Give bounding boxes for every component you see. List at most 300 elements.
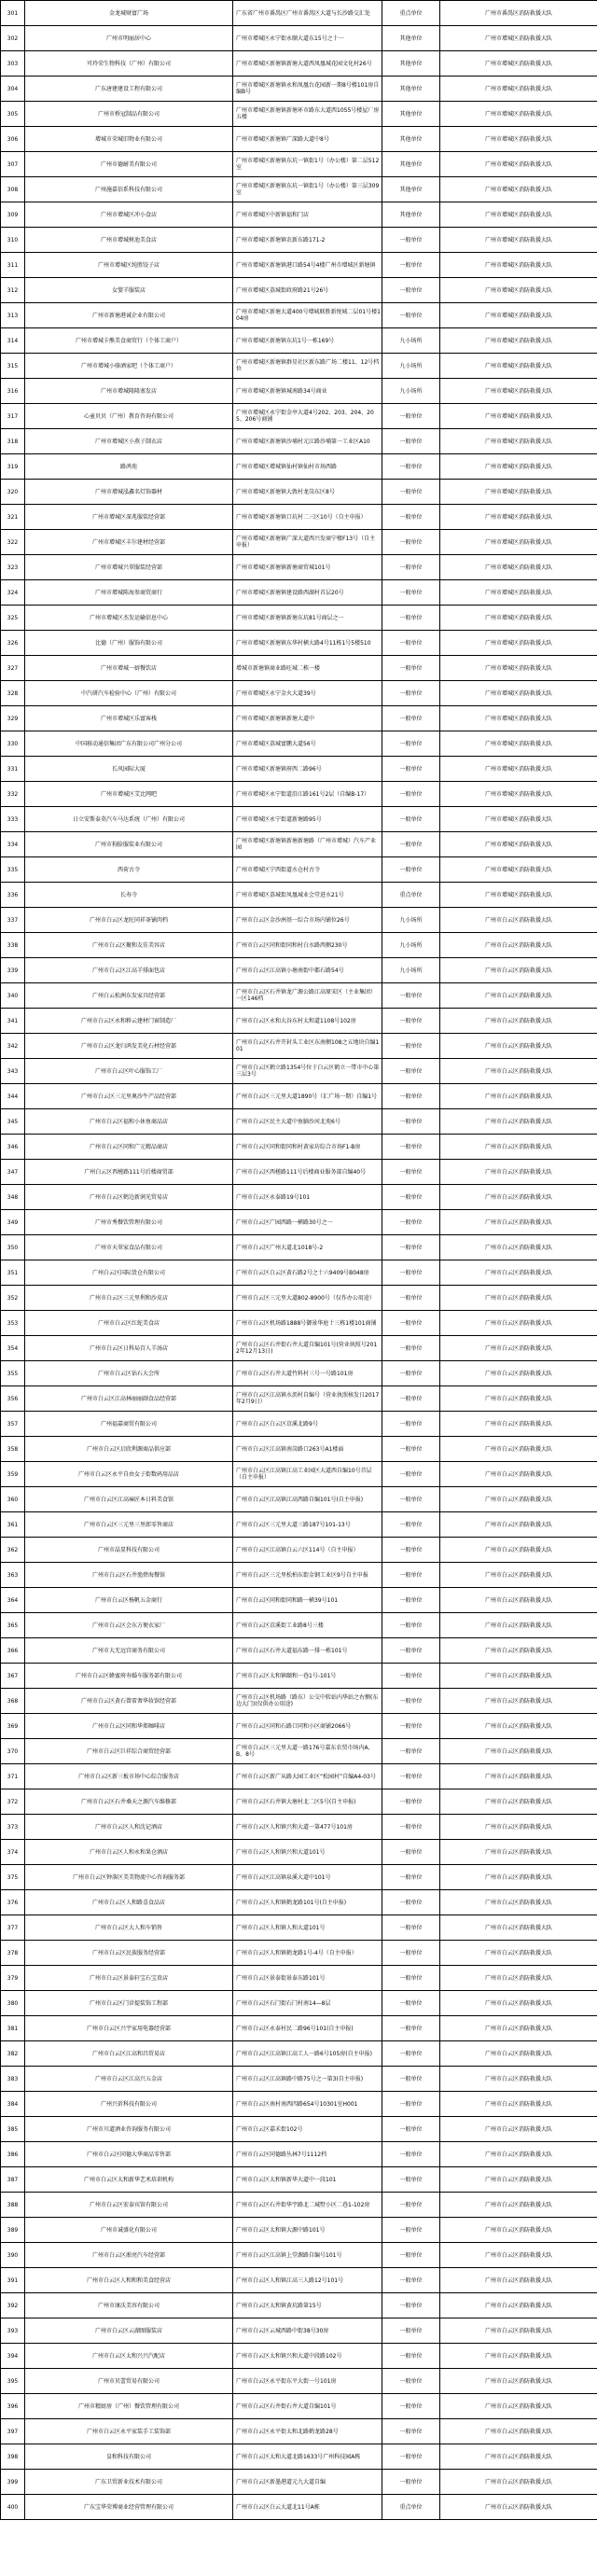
address-cell: 广州市白云区民主大道中鱼腩沙河北苑6号 (233, 1109, 382, 1135)
unit-type-cell: 一般单位 (382, 1311, 440, 1336)
fire-brigade-cell: 广州市增城区消防救援大队 (440, 303, 597, 328)
unit-name-cell: 广州市白云区启欣利源商品供应部 (25, 1437, 233, 1462)
table-row (1, 2243, 597, 2268)
address-cell: 广州市白云区人和镇兴和大道一第477号101房 (233, 1815, 382, 1840)
unit-type-cell: 一般单位 (382, 1437, 440, 1462)
row-number-cell: 318 (1, 429, 25, 454)
address-cell: 广州市白云区石井大道竹料村三号一号路101房 (233, 1361, 382, 1386)
fire-brigade-cell: 广州市白云区消防救援大队 (440, 1890, 597, 1915)
unit-type-cell: 一般单位 (382, 2167, 440, 2193)
address-cell: 广州市白云区云城西路中街38号30房 (233, 2318, 382, 2344)
address-cell: 广州市白云区白云区黄石路2号之十六9409号B048房 (233, 1260, 382, 1286)
table-row (1, 1361, 597, 1386)
row-number-cell: 338 (1, 933, 25, 958)
unit-type-cell: 一般单位 (382, 1487, 440, 1512)
unit-type-cell: 一般单位 (382, 1412, 440, 1437)
unit-type-cell: 一般单位 (382, 1059, 440, 1084)
address-cell: 广州市增城区新塘大道400号增城联胜新悦城二层01号楼104房 (233, 303, 382, 328)
unit-type-cell: 一般单位 (382, 1361, 440, 1386)
fire-brigade-cell: 广州市白云区消防救援大队 (440, 1840, 597, 1865)
unit-type-cell: 一般单位 (382, 1613, 440, 1638)
unit-name-cell: 广州市白云区江高麻匠本日料美食馆 (25, 1487, 233, 1512)
unit-type-cell: 一般单位 (382, 278, 440, 303)
address-cell: 广州市白云区机场路（路东）公交中转站内华站之右侧(东边大门)(仅供办公用途) (233, 1689, 382, 1714)
fire-brigade-cell: 广州市白云区消防救援大队 (440, 2092, 597, 2117)
fire-brigade-cell: 广州市增城区消防救援大队 (440, 202, 597, 228)
unit-type-cell: 一般单位 (382, 2193, 440, 2218)
address-cell: 广州市白云区同和街同和村黄家坊综合市场F1-B房 (233, 1135, 382, 1160)
fire-brigade-cell: 广州市增城区消防救援大队 (440, 177, 597, 202)
row-number-cell: 320 (1, 480, 25, 505)
table-row (1, 782, 597, 807)
row-number-cell: 371 (1, 1764, 25, 1789)
fire-brigade-cell: 广州市增城区消防救援大队 (440, 807, 597, 832)
table-row (1, 404, 597, 429)
row-number-cell: 375 (1, 1865, 25, 1890)
address-cell: 广州市白云区江高镇南岗路口263号A1楼面 (233, 1437, 382, 1462)
unit-type-cell: 一般单位 (382, 1638, 440, 1664)
fire-brigade-cell: 广州市白云区消防救援大队 (440, 1084, 597, 1109)
table-row (1, 908, 597, 933)
address-cell: 广州市白云区永泰路19号101 (233, 1185, 382, 1210)
unit-name-cell: 广东唐建建设工程有限公司 (25, 77, 233, 102)
fire-brigade-cell: 广州市白云区消防救援大队 (440, 1487, 597, 1512)
table-row (1, 2394, 597, 2419)
unit-type-cell: 一般单位 (382, 1135, 440, 1160)
row-number-cell: 324 (1, 580, 25, 606)
row-number-cell: 399 (1, 2470, 25, 2495)
address-cell: 广州市白云区人和镇兴和大道101号 (233, 1840, 382, 1865)
address-cell: 广东省广州市番禺区广州市番禺区大道与长沙路交汇处 (233, 1, 382, 26)
address-cell: 广州市增城区增城镇仙村镇仙村市场西路 (233, 454, 382, 480)
unit-name-cell: 广州市白云区人和沈记酒店 (25, 1815, 233, 1840)
unit-name-cell: 广州市白云区景泰轩宝石宝贵店 (25, 1966, 233, 1991)
table-row (1, 1412, 597, 1437)
fire-brigade-cell: 广州市增城区消防救援大队 (440, 530, 597, 555)
unit-name-cell: 广州施嘉信系科技有限公司 (25, 177, 233, 202)
address-cell: 广州市白云区嘉禾街102号 (233, 2117, 382, 2142)
fire-brigade-cell: 广州市增城区消防救援大队 (440, 429, 597, 454)
table-row (1, 1185, 597, 1210)
address-cell: 广州市增城区新塘镇新塘商贸城101号 (233, 555, 382, 580)
row-number-cell: 370 (1, 1739, 25, 1764)
unit-name-cell: 广州市白云区江高羊排面包店 (25, 958, 233, 983)
table-row (1, 102, 597, 127)
unit-type-cell: 一般单位 (382, 1084, 440, 1109)
fire-brigade-cell: 广州市白云区消防救援大队 (440, 1386, 597, 1412)
fire-brigade-cell: 广州市白云区消防救援大队 (440, 2268, 597, 2293)
unit-type-cell: 一般单位 (382, 706, 440, 731)
table-row (1, 303, 597, 328)
unit-type-cell: 重点单位 (382, 883, 440, 908)
unit-type-cell: 一般单位 (382, 2344, 440, 2369)
row-number-cell: 383 (1, 2067, 25, 2092)
unit-type-cell: 其他单位 (382, 77, 440, 102)
fire-brigade-cell: 广州市增城区消防救援大队 (440, 782, 597, 807)
fire-brigade-cell: 广州市白云区消防救援大队 (440, 2344, 597, 2369)
unit-name-cell: 广州市白云区杨帆五金商行 (25, 1588, 233, 1613)
address-cell: 广州市白云区人和镇鹤龙路1号-4号（自主申报） (233, 1941, 382, 1966)
table-row (1, 1714, 597, 1739)
fire-brigade-cell: 广州市白云区消防救援大队 (440, 1034, 597, 1059)
table-row (1, 328, 597, 354)
fire-brigade-cell: 广州市白云区消防救援大队 (440, 1437, 597, 1462)
unit-type-cell: 一般单位 (382, 656, 440, 681)
unit-name-cell: 广州市白云区太和新华艺术培训机构 (25, 2167, 233, 2193)
fire-brigade-cell: 广州市增城区消防救援大队 (440, 555, 597, 580)
unit-name-cell: 广州市白云区兴宇家用电器经营部 (25, 2016, 233, 2041)
table-row (1, 1538, 597, 1563)
row-number-cell: 329 (1, 706, 25, 731)
unit-name-cell: 广州市新塘港诚企业有限公司 (25, 303, 233, 328)
unit-type-cell: 一般单位 (382, 2067, 440, 2092)
table-row (1, 757, 597, 782)
fire-brigade-cell: 广州市白云区消防救援大队 (440, 1260, 597, 1286)
address-cell: 广州市白云区江高镇上堂源路自编号101号 (233, 2243, 382, 2268)
fire-brigade-cell: 广州市白云区消防救援大队 (440, 2444, 597, 2470)
unit-name-cell: 广州市贝蕾贸易有限公司 (25, 2369, 233, 2394)
row-number-cell: 327 (1, 656, 25, 681)
table-row (1, 1890, 597, 1915)
table-row (1, 1764, 597, 1789)
row-number-cell: 393 (1, 2318, 25, 2344)
table-row (1, 379, 597, 404)
address-cell: 广州市增城区新塘镇群星社区新东路广场二楼11、12号档位 (233, 354, 382, 379)
unit-type-cell: 一般单位 (382, 1034, 440, 1059)
unit-type-cell: 一般单位 (382, 606, 440, 631)
unit-name-cell: 日立安斯泰莫汽车马达系统（广州）有限公司 (25, 807, 233, 832)
unit-type-cell: 一般单位 (382, 2016, 440, 2041)
address-cell: 广州市白云区三元里大道802-8900号（仅作办公用途） (233, 1286, 382, 1311)
table-row (1, 1336, 597, 1361)
unit-type-cell: 一般单位 (382, 2318, 440, 2344)
row-number-cell: 343 (1, 1059, 25, 1084)
fire-brigade-cell: 广州市白云区消防救援大队 (440, 1815, 597, 1840)
unit-type-cell: 一般单位 (382, 1764, 440, 1789)
unit-type-cell: 一般单位 (382, 1890, 440, 1915)
fire-brigade-cell: 广州市增城区消防救援大队 (440, 379, 597, 404)
unit-name-cell: 比德（广州）服饰有限公司 (25, 631, 233, 656)
fire-brigade-cell: 广州市增城区消防救援大队 (440, 404, 597, 429)
unit-name-cell: 广州市桥冠制品有限公司 (25, 102, 233, 127)
table-row (1, 2293, 597, 2318)
unit-name-cell: 长寿寺 (25, 883, 233, 908)
unit-type-cell: 九小场所 (382, 958, 440, 983)
table-row (1, 530, 597, 555)
address-cell: 广州市增城区新塘镇东坑1号一栋169号 (233, 328, 382, 354)
row-number-cell: 350 (1, 1235, 25, 1260)
unit-type-cell: 一般单位 (382, 1286, 440, 1311)
fire-brigade-cell: 广州市白云区消防救援大队 (440, 1915, 597, 1941)
unit-name-cell: 广州市天翠家食品有限公司 (25, 1235, 233, 1260)
unit-name-cell: 皇和科技有限公司 (25, 2444, 233, 2470)
unit-name-cell: 广州市增城泓鑫名灯饰器材 (25, 480, 233, 505)
row-number-cell: 378 (1, 1941, 25, 1966)
unit-name-cell: 广州市白云区石井渔碧海餐馆 (25, 1563, 233, 1588)
fire-brigade-cell: 广州市白云区消防救援大队 (440, 1991, 597, 2016)
unit-type-cell: 一般单位 (382, 2444, 440, 2470)
unit-name-cell: 广州市增城区艾比网吧 (25, 782, 233, 807)
unit-type-cell: 一般单位 (382, 2394, 440, 2419)
row-number-cell: 336 (1, 883, 25, 908)
row-number-cell: 337 (1, 908, 25, 933)
address-cell: 广州市白云区江高镇路中路75号之一第3(自主申报) (233, 2067, 382, 2092)
table-row (1, 2369, 597, 2394)
table-row (1, 606, 597, 631)
fire-brigade-cell: 广州市增城区消防救援大队 (440, 706, 597, 731)
unit-name-cell: 广州市白云区永和粹云建材门窗制造厂 (25, 1009, 233, 1034)
unit-name-cell: 广州市白云区日科局百人羊汤店 (25, 1336, 233, 1361)
unit-name-cell: 广州市增城树池美食店 (25, 228, 233, 253)
row-number-cell: 355 (1, 1361, 25, 1386)
fire-brigade-cell: 广州市增城区消防救援大队 (440, 77, 597, 102)
unit-type-cell: 一般单位 (382, 731, 440, 757)
unit-type-cell: 一般单位 (382, 253, 440, 278)
fire-brigade-cell: 广州市白云区消防救援大队 (440, 1613, 597, 1638)
row-number-cell: 314 (1, 328, 25, 354)
address-cell: 广州市增城区荔城街凤凰城业会堂进水21号 (233, 883, 382, 908)
fire-brigade-cell: 广州市白云区消防救援大队 (440, 2419, 597, 2444)
unit-type-cell: 其他单位 (382, 202, 440, 228)
unit-type-cell: 其他单位 (382, 152, 440, 177)
unit-name-cell: 广州市白云区人和和和美食经营店 (25, 2268, 233, 2293)
row-number-cell: 361 (1, 1512, 25, 1538)
unit-type-cell: 九小场所 (382, 933, 440, 958)
table-row (1, 681, 597, 706)
address-cell: 广州市白云区同和石路口同和小区商铺2066号 (233, 1714, 382, 1739)
address-cell: 增城市新塘镇商业路旺城二栋一楼 (233, 656, 382, 681)
unit-name-cell: 广州市白云区江高和昌贸易店 (25, 2041, 233, 2067)
fire-brigade-cell: 广州市白云区消防救援大队 (440, 2495, 597, 2520)
table-row (1, 1739, 597, 1764)
unit-name-cell: 广州市增城区冲小食店 (25, 202, 233, 228)
row-number-cell: 316 (1, 379, 25, 404)
row-number-cell: 379 (1, 1966, 25, 1991)
fire-brigade-cell: 广州市增城区消防救援大队 (440, 883, 597, 908)
unit-type-cell: 一般单位 (382, 555, 440, 580)
row-number-cell: 351 (1, 1260, 25, 1286)
address-cell: 广州市白云区白云大道北11号A栋 (233, 2495, 382, 2520)
unit-type-cell: 九小场所 (382, 328, 440, 354)
row-number-cell: 305 (1, 102, 25, 127)
address-cell: 广州市白云区景泰街景泰东路101号 (233, 1966, 382, 1991)
address-cell: 广州市白云区太和镇颐和一巷1号-101号 (233, 1664, 382, 1689)
unit-name-cell: 广州市增城区杰发运输信息中心 (25, 606, 233, 631)
fire-brigade-cell: 广州市增城区消防救援大队 (440, 102, 597, 127)
row-number-cell: 313 (1, 303, 25, 328)
table-row (1, 77, 597, 102)
fire-brigade-cell: 广州市白云区消防救援大队 (440, 1664, 597, 1689)
table-row (1, 1563, 597, 1588)
table-row (1, 1260, 597, 1286)
row-number-cell: 341 (1, 1009, 25, 1034)
table-row (1, 505, 597, 530)
fire-brigade-cell: 广州市白云区消防救援大队 (440, 1210, 597, 1235)
address-cell: 广州市白云区西槎路111号后楼商业服务部自编40号 (233, 1160, 382, 1185)
unit-name-cell: 广州市诚盛化有限公司 (25, 2218, 233, 2243)
row-number-cell: 387 (1, 2167, 25, 2193)
address-cell: 广州市白云区同德路丛林7号1112档 (233, 2142, 382, 2167)
fire-brigade-cell: 广州市白云区消防救援大队 (440, 1185, 597, 1210)
address-cell: 广州市白云区太和镇大源中路101号 (233, 2218, 382, 2243)
address-cell: 广州市白云区江高镇白云六区114号（自主申报） (233, 1538, 382, 1563)
unit-type-cell: 一般单位 (382, 2243, 440, 2268)
address-cell: 广州市白云区鹤立路1354号位于白云区鹤立一带市中心第三层3号 (233, 1059, 382, 1084)
unit-name-cell: 广州市白云区江高兴五金店 (25, 2067, 233, 2092)
fire-brigade-cell: 广州市白云区消防救援大队 (440, 1109, 597, 1135)
unit-name-cell: 广州市康沃美容有限公司 (25, 2293, 233, 2318)
table-row (1, 1109, 597, 1135)
table-row (1, 2318, 597, 2344)
address-cell: 广州市增城区新塘镇广深路大道中8号 (233, 127, 382, 152)
unit-name-cell: 广州市大无远宫商务有限公司 (25, 1638, 233, 1664)
address-cell: 广州市白云区江高镇江高工人一路6号105房(自主申报) (233, 2041, 382, 2067)
unit-type-cell: 一般单位 (382, 1538, 440, 1563)
table-row (1, 1286, 597, 1311)
address-cell: 广州市增城区新塘镇新塘新塘路（广州市增城）汽车产业园 (233, 832, 382, 857)
address-cell: 广州市增城区新塘镇广深大道西兴发商宁楼F13号（自主申报） (233, 530, 382, 555)
fire-brigade-cell: 广州市白云区消防救援大队 (440, 1588, 597, 1613)
fire-brigade-cell: 广州市白云区消防救援大队 (440, 2394, 597, 2419)
row-number-cell: 369 (1, 1714, 25, 1739)
row-number-cell: 332 (1, 782, 25, 807)
unit-type-cell: 九小场所 (382, 354, 440, 379)
table-row (1, 2344, 597, 2369)
unit-type-cell: 一般单位 (382, 1991, 440, 2016)
row-number-cell: 328 (1, 681, 25, 706)
address-cell: 广州市增城区新塘镇东坑一镇街1号（办公楼）第三层309室 (233, 177, 382, 202)
fire-brigade-cell: 广州市白云区消防救援大队 (440, 2016, 597, 2041)
row-number-cell: 353 (1, 1311, 25, 1336)
row-number-cell: 322 (1, 530, 25, 555)
row-number-cell: 364 (1, 1588, 25, 1613)
unit-name-cell: 广州市白云区门诊提装饰工程部 (25, 1991, 233, 2016)
row-number-cell: 381 (1, 2016, 25, 2041)
table-row (1, 1059, 597, 1084)
fire-brigade-cell: 广州市增城区消防救援大队 (440, 580, 597, 606)
unit-type-cell: 一般单位 (382, 2369, 440, 2394)
unit-type-cell: 其他单位 (382, 51, 440, 77)
address-cell: 广州市白云区同和街同和路一横39号101 (233, 1588, 382, 1613)
table-row (1, 1034, 597, 1059)
unit-name-cell: 广州市白云区永平自由女子街数码用品店 (25, 1462, 233, 1487)
row-number-cell: 323 (1, 555, 25, 580)
unit-type-cell: 一般单位 (382, 2419, 440, 2444)
fire-brigade-cell: 广州市白云区消防救援大队 (440, 1941, 597, 1966)
fire-brigade-cell: 广州市白云区消防救援大队 (440, 1789, 597, 1815)
table-row (1, 1915, 597, 1941)
fire-brigade-cell: 广州市白云区消防救援大队 (440, 1160, 597, 1185)
table-row (1, 2117, 597, 2142)
table-row (1, 1462, 597, 1487)
table-row (1, 1638, 597, 1664)
table-row (1, 51, 597, 77)
unit-type-cell: 一般单位 (382, 2218, 440, 2243)
row-number-cell: 394 (1, 2344, 25, 2369)
address-cell: 广州市白云区石井街石井大道自编101号 (233, 2394, 382, 2419)
unit-name-cell: 广州市白云区龙旺同祥茶铺肉档 (25, 908, 233, 933)
address-cell: 广州市增城区永宁街永顺大道东15号之十一 (233, 26, 382, 51)
table-row (1, 2444, 597, 2470)
fire-brigade-cell: 广州市增城区消防救援大队 (440, 152, 597, 177)
table-row (1, 1840, 597, 1865)
table-row (1, 580, 597, 606)
unit-name-cell: 心童贝贝（广州）教育咨询有限公司 (25, 404, 233, 429)
fire-brigade-cell: 广州市白云区消防救援大队 (440, 1009, 597, 1034)
row-number-cell: 354 (1, 1336, 25, 1361)
fire-brigade-cell: 广州市增城区消防救援大队 (440, 631, 597, 656)
unit-type-cell: 一般单位 (382, 1210, 440, 1235)
unit-name-cell: 广州市白云区同和广元精品商店 (25, 1135, 233, 1160)
unit-name-cell: 广州市增城区纯胜饺子店 (25, 253, 233, 278)
unit-name-cell: 广州市白云区蜂蜜府寿婚车服务部有限公司 (25, 1664, 233, 1689)
table-row (1, 2142, 597, 2167)
row-number-cell: 346 (1, 1135, 25, 1160)
unit-type-cell: 一般单位 (382, 1563, 440, 1588)
unit-type-cell: 一般单位 (382, 1966, 440, 1991)
row-number-cell: 372 (1, 1789, 25, 1815)
fire-brigade-cell: 广州市白云区消防救援大队 (440, 1512, 597, 1538)
fire-brigade-cell: 广州市白云区消防救援大队 (440, 2117, 597, 2142)
table-row (1, 354, 597, 379)
row-number-cell: 362 (1, 1538, 25, 1563)
unit-name-cell: 广州市白云区龙归鸿发美化石材经营部 (25, 1034, 233, 1059)
unit-name-cell: 广东卫贸新业技术有限公司 (25, 2470, 233, 2495)
unit-name-cell: 广州市白云区太和兴兴汽配店 (25, 2344, 233, 2369)
table-row (1, 1789, 597, 1815)
unit-name-cell: 广州市增城一厨餐饮店 (25, 656, 233, 681)
unit-name-cell: 广东宝华荣博商业经营管理有限公司 (25, 2495, 233, 2520)
fire-brigade-cell: 广州市白云区消防救援大队 (440, 2369, 597, 2394)
fire-brigade-cell: 广州市白云区消防救援大队 (440, 2318, 597, 2344)
table-row (1, 429, 597, 454)
row-number-cell: 396 (1, 2394, 25, 2419)
row-number-cell: 301 (1, 1, 25, 26)
row-number-cell: 390 (1, 2243, 25, 2268)
fire-brigade-cell: 广州市增城区消防救援大队 (440, 328, 597, 354)
fire-brigade-cell: 广州市增城区消防救援大队 (440, 127, 597, 152)
unit-type-cell: 一般单位 (382, 2092, 440, 2117)
unit-type-cell: 一般单位 (382, 1512, 440, 1538)
unit-name-cell: 增城市荣城旧物业有限公司 (25, 127, 233, 152)
unit-name-cell: 广州市增城陈海参商贸商行 (25, 580, 233, 606)
table-row (1, 278, 597, 303)
unit-name-cell: 广州市白云区宏泰宾馆有限公司 (25, 2193, 233, 2218)
unit-type-cell: 一般单位 (382, 303, 440, 328)
row-number-cell: 376 (1, 1890, 25, 1915)
unit-type-cell: 一般单位 (382, 807, 440, 832)
fire-brigade-cell: 广州市白云区消防救援大队 (440, 1286, 597, 1311)
unit-name-cell: 广州市白云区会东方便衣家厂 (25, 1613, 233, 1638)
row-number-cell: 334 (1, 832, 25, 857)
address-cell: 广州市增城区新塘镇农新东路171-2 (233, 228, 382, 253)
row-number-cell: 319 (1, 454, 25, 480)
address-cell: 广州市增城区宁西街道水仓村古寺 (233, 857, 382, 883)
address-cell: 广州市白云区江高镇江高西路自编101号(自主申报) (233, 1487, 382, 1512)
unit-type-cell: 一般单位 (382, 429, 440, 454)
row-number-cell: 342 (1, 1034, 25, 1059)
table-row (1, 2470, 597, 2495)
row-number-cell: 308 (1, 177, 25, 202)
row-number-cell: 397 (1, 2419, 25, 2444)
row-number-cell: 386 (1, 2142, 25, 2167)
table-row (1, 2092, 597, 2117)
unit-type-cell: 一般单位 (382, 228, 440, 253)
unit-name-cell: 长风园际大厦 (25, 757, 233, 782)
table-row (1, 1311, 597, 1336)
address-cell: 广州市白云区石井街石井大道自编101号(营业执照号2012年12月13日) (233, 1336, 382, 1361)
table-row (1, 2495, 597, 2520)
